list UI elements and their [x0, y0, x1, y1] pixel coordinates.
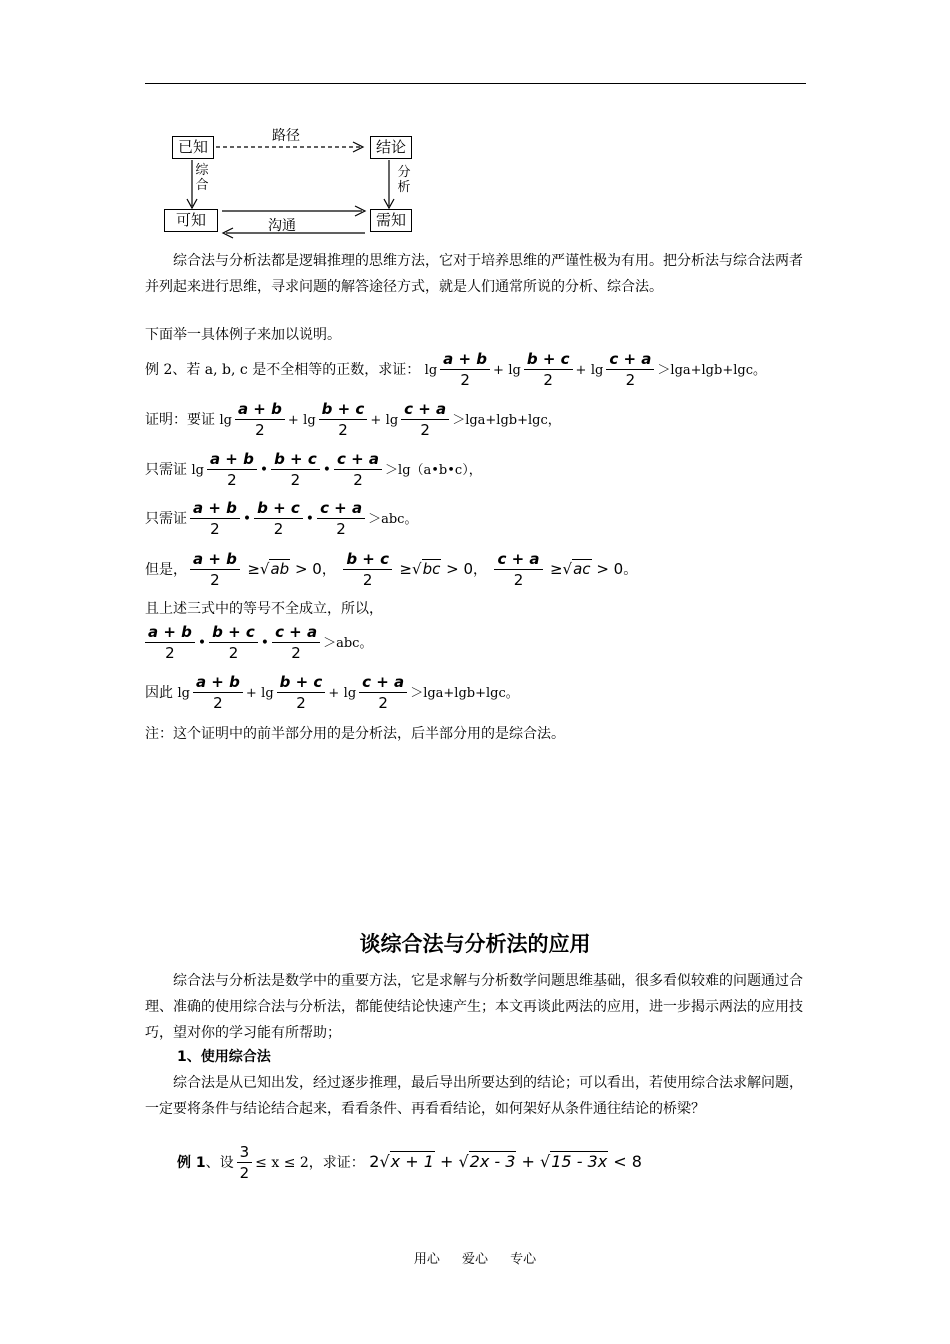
proof-line-2: 只需证 lg $\frac{a + b}{2}$ • $\frac{b + c}{2}$ • $\frac{c + a}{2}$ ＞lg（a•b•c），	[145, 450, 482, 489]
lg-text: lg	[590, 363, 604, 378]
box-needed: 需知	[370, 209, 412, 232]
proof-note: 注：这个证明中的前半部分用的是分析法，后半部分用的是综合法。	[145, 726, 565, 742]
proof-line-5: 且上述三式中的等号不全成立，所以，	[145, 601, 383, 617]
label-analysis: 分析	[397, 165, 411, 195]
lg-text: lg	[424, 363, 438, 378]
box-derivable: 可知	[164, 209, 218, 232]
example2-rhs: ＞lga+lgb+lgc。	[657, 363, 766, 378]
fraction-ab: $\frac{a + b}{2}$	[190, 501, 240, 537]
lg-text: lg	[508, 363, 521, 378]
fraction-bc: $\frac{b + c}{2}$	[254, 501, 303, 537]
plus-sign: +	[493, 363, 504, 378]
label-synthesis: 综合	[195, 163, 209, 193]
proof-line-1: 证明：要证 lg $\frac{a + b}{2}$ + lg $\frac{b + c}{2}$ + lg $\frac{c + a}{2}$ ＞lga+lgb+lgc，	[145, 400, 561, 439]
article-title: 谈综合法与分析法的应用	[359, 932, 591, 956]
fraction-bc: $\frac{b + c}{2}$	[524, 352, 573, 388]
box-known: 已知	[172, 136, 214, 159]
fraction-ab: $\frac{a + b}{2}$	[207, 452, 257, 488]
header-rule	[145, 83, 806, 84]
fraction-ca: $\frac{c + a}{2}$	[317, 501, 365, 537]
fraction-ca: $\frac{c + a}{2}$	[359, 675, 407, 711]
fraction-ca: $\frac{c + a}{2}$	[606, 352, 654, 388]
article-paragraph-2: 综合法是从已知出发，经过逐步推理，最后导出所要达到的结论；可以看出，若使用综合法求解问题，一定要将条件与结论结合起来，看看条件、再看看结论，如何架好从条件通往结论的桥梁？	[145, 1075, 803, 1117]
fraction-ab: $\frac{a + b}{2}$	[440, 352, 490, 388]
fraction-ab: $\frac{a + b}{2}$	[190, 552, 240, 588]
label-path: 路径	[272, 128, 300, 144]
example1-label: 例 1	[177, 1155, 206, 1171]
fraction-bc: $\frac{b + c}{2}$	[343, 552, 392, 588]
fraction-bc: $\frac{b + c}{2}$	[271, 452, 320, 488]
fraction-bc: $\frac{b + c}{2}$	[277, 675, 326, 711]
intro-paragraph: 综合法与分析法都是逻辑推理的思维方法，它对于培养思维的严谨性极为有用。把分析法与综合法两者并列起来进行思维，寻求问题的解答途径方式，就是人们通常所说的分析、综合法。	[145, 253, 803, 295]
article-paragraph-1: 综合法与分析法是数学中的重要方法，它是求解与分析数学问题思维基础，很多看似较难的问题通过合理、准确的使用综合法与分析法，都能使结论快速产生；本文再谈此两法的应用，进一步揭示两法的应用技巧，望对你的学习能有所帮助；	[145, 973, 803, 1041]
fraction-ca: $\frac{c + a}{2}$	[401, 402, 449, 438]
intro-example-line: 下面举一具体例子来加以说明。	[145, 327, 341, 343]
fraction-ca: $\frac{c + a}{2}$	[272, 625, 320, 661]
proof-line-4: 但是， $\frac{a + b}{2}$ ≥√ab > 0， $\frac{b + c}{2}$ ≥√bc > 0， $\frac{c + a}{2}$ ≥√ac > 0。	[145, 550, 638, 589]
fraction-three-halves: $\frac{3}{2}$	[237, 1145, 253, 1181]
box-conclusion: 结论	[370, 136, 412, 159]
section-heading-1: 1、使用综合法	[177, 1049, 271, 1065]
fraction-ca: $\frac{c + a}{2}$	[334, 452, 382, 488]
fraction-ca: $\frac{c + a}{2}$	[494, 552, 542, 588]
page-footer: 用心 爱心 专心	[413, 1252, 537, 1267]
proof-line-7: 因此 lg $\frac{a + b}{2}$ + lg $\frac{b + c}{2}$ + lg $\frac{c + a}{2}$ ＞lga+lgb+lgc。	[145, 673, 519, 712]
example2-prefix: 例 2、若 a, b, c 是不全相等的正数，求证：	[145, 362, 421, 378]
example1-statement: 例 1、设 $\frac{3}{2}$ ≤ x ≤ 2，求证： 2√x + 1 + √2x - 3 + √15 - 3x < 8	[177, 1143, 642, 1182]
fraction-ab: $\frac{a + b}{2}$	[193, 675, 243, 711]
fraction-ab: $\frac{a + b}{2}$	[235, 402, 285, 438]
fraction-bc: $\frac{b + c}{2}$	[209, 625, 258, 661]
fraction-ab: $\frac{a + b}{2}$	[145, 625, 195, 661]
label-communicate: 沟通	[268, 218, 296, 234]
proof-line-3: 只需证 $\frac{a + b}{2}$ • $\frac{b + c}{2}$ • $\frac{c + a}{2}$ ＞abc。	[145, 499, 418, 538]
fraction-bc: $\frac{b + c}{2}$	[319, 402, 368, 438]
proof-line-6: $\frac{a + b}{2}$ • $\frac{b + c}{2}$ • $\frac{c + a}{2}$ ＞abc。	[145, 625, 372, 661]
example2-statement	[145, 352, 766, 388]
plus-sign: +	[575, 363, 587, 378]
